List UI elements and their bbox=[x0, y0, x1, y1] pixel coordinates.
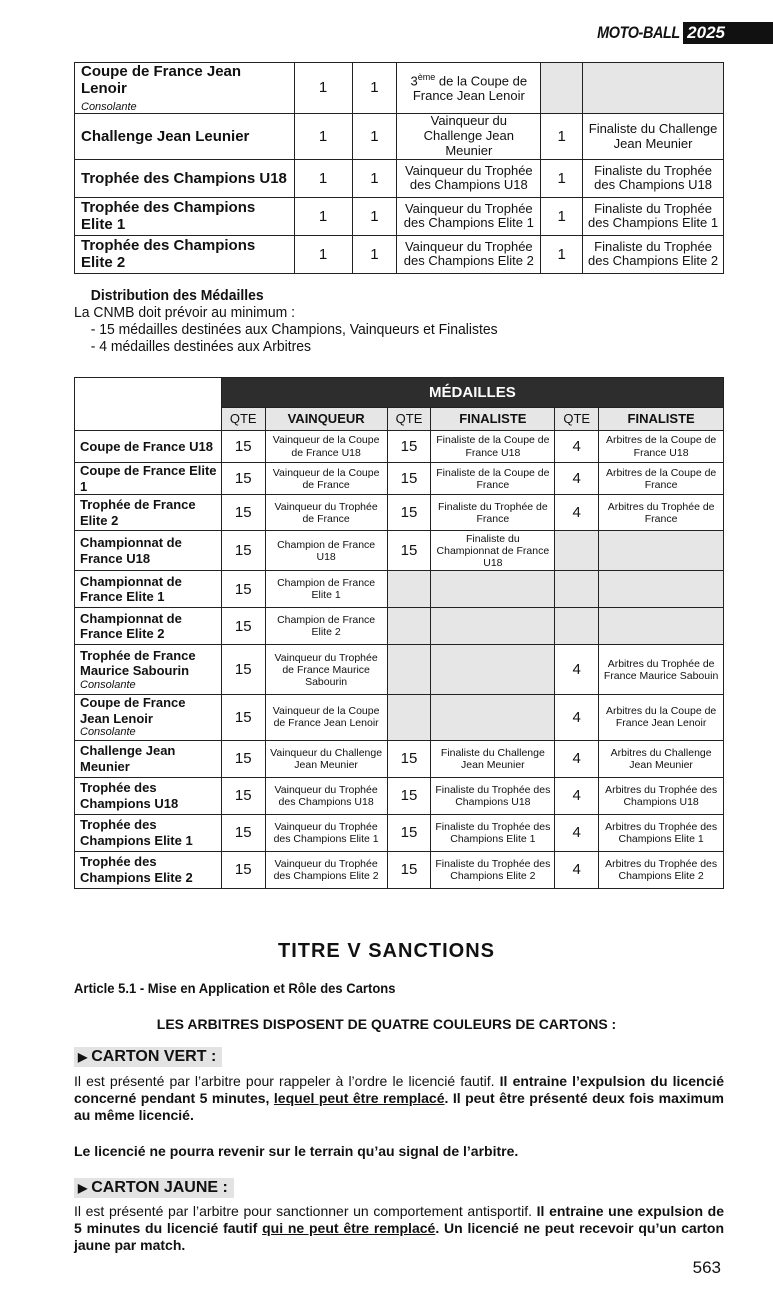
referee-medal-cell: Arbitres du Trophée de France Maurice Sabouin bbox=[599, 645, 724, 695]
qty-cell: 15 bbox=[387, 495, 431, 531]
winner-medal-cell: Champion de France U18 bbox=[265, 531, 387, 571]
text-run: Il est présenté par l’arbitre pour rappeler à l’ordre le licencié fautif. bbox=[74, 1073, 500, 1089]
trophy-note: Consolante bbox=[81, 100, 137, 113]
table-row bbox=[75, 531, 724, 571]
table-row bbox=[75, 814, 724, 851]
qty-cell: 4 bbox=[555, 740, 599, 777]
triangle-right-icon: ▶ bbox=[78, 1050, 88, 1064]
qty-cell: 1 bbox=[294, 197, 352, 235]
finalist-medal-cell bbox=[431, 695, 555, 740]
winner-medal-cell: Vainqueur du Trophée de France bbox=[265, 495, 387, 531]
qty-cell: 15 bbox=[387, 531, 431, 571]
award-cell: Finaliste du Trophée des Champions Elite 2 bbox=[583, 235, 724, 273]
qty-cell: 15 bbox=[221, 740, 265, 777]
qty-cell: 1 bbox=[294, 114, 352, 160]
award-cell: Finaliste du Trophée des Champions Elite 1 bbox=[583, 197, 724, 235]
referee-medal-cell: Arbitres du Challenge Jean Meunier bbox=[599, 740, 724, 777]
table-row bbox=[75, 63, 724, 114]
competition-name: Championnat de France Elite 1 bbox=[80, 573, 182, 605]
qty-cell bbox=[387, 608, 431, 645]
award-text: de la Coupe de France Jean Lenoir bbox=[412, 73, 528, 104]
text-run-bold: . Il peut être présenté deux fois maximum au même licencié. bbox=[74, 1090, 724, 1123]
trophy-name: Challenge Jean Leunier bbox=[75, 114, 295, 160]
medals-table bbox=[74, 377, 724, 889]
referee-medal-cell: Arbitres de la Coupe de France bbox=[599, 463, 724, 495]
referee-medal-cell bbox=[599, 571, 724, 608]
referee-medal-cell: Arbitres de la Coupe de France U18 bbox=[599, 431, 724, 463]
text-run-underline: lequel peut être remplacé bbox=[273, 1090, 445, 1106]
award-cell bbox=[583, 63, 724, 114]
qty-cell: 1 bbox=[294, 159, 352, 197]
yellow-card-label: CARTON JAUNE : bbox=[91, 1179, 228, 1196]
brand-name: MOTO-BALL bbox=[597, 23, 680, 42]
article-heading: Article 5.1 - Mise en Application et Rôle des Cartons bbox=[74, 980, 396, 996]
distribution-item: - 15 médailles destinées aux Champions, Vainqueurs et Finalistes bbox=[90, 321, 498, 338]
table-row bbox=[75, 645, 724, 695]
qty-cell: 4 bbox=[555, 777, 599, 814]
competition-note: Consolante bbox=[80, 678, 136, 691]
qty-cell: 4 bbox=[555, 431, 599, 463]
text-run-bold: Il entraine l’expulsion du licencié concerné pendant 5 minutes, bbox=[74, 1073, 724, 1106]
qty-cell: 1 bbox=[541, 197, 583, 235]
qty-cell: 15 bbox=[221, 495, 265, 531]
table-row bbox=[75, 571, 724, 608]
qty-cell bbox=[387, 571, 431, 608]
qty-cell: 15 bbox=[221, 851, 265, 888]
competition-name: Coupe de France Elite 1 bbox=[80, 463, 217, 494]
competition-note: Consolante bbox=[80, 726, 136, 739]
finalist-medal-cell bbox=[431, 645, 555, 695]
table-row bbox=[75, 695, 724, 740]
qty-cell bbox=[555, 531, 599, 571]
table-corner bbox=[75, 378, 222, 431]
table-row bbox=[75, 851, 724, 888]
rank-number: 3 bbox=[410, 73, 418, 89]
table-row bbox=[75, 608, 724, 645]
table-row bbox=[75, 159, 724, 197]
competition-name: Championnat de France U18 bbox=[80, 535, 182, 566]
award-cell: Vainqueur du Challenge Jean Meunier bbox=[397, 114, 541, 160]
column-header: QTE bbox=[221, 408, 265, 431]
yellow-card-text bbox=[74, 1203, 724, 1254]
column-header: QTE bbox=[555, 408, 599, 431]
column-header: FINALISTE bbox=[431, 408, 555, 431]
competition-name: Trophée de France Maurice Sabourin bbox=[80, 647, 196, 679]
finalist-medal-cell bbox=[431, 571, 555, 608]
yellow-card-heading bbox=[74, 1178, 234, 1198]
trophy-name: Trophée des Champions Elite 1 bbox=[75, 197, 295, 235]
award-cell: Finaliste du Challenge Jean Meunier bbox=[583, 114, 724, 160]
award-cell: Vainqueur du Trophée des Champions Elite 1 bbox=[397, 197, 541, 235]
referee-medal-cell bbox=[599, 608, 724, 645]
qty-cell bbox=[555, 608, 599, 645]
trophies-table bbox=[74, 62, 724, 274]
qty-cell: 15 bbox=[387, 431, 431, 463]
table-row bbox=[75, 235, 724, 273]
competition-name: Trophée des Champions Elite 2 bbox=[80, 853, 193, 885]
table-row bbox=[75, 463, 724, 495]
award-cell: Vainqueur du Trophée des Champions U18 bbox=[397, 159, 541, 197]
qty-cell: 15 bbox=[221, 463, 265, 495]
qty-cell: 1 bbox=[352, 197, 397, 235]
trophy-name: Trophée des Champions Elite 2 bbox=[75, 235, 295, 273]
cards-intro: LES ARBITRES DISPOSENT DE QUATRE COULEURS DE CARTONS : bbox=[156, 1016, 617, 1032]
green-card-text bbox=[74, 1073, 724, 1124]
qty-cell bbox=[541, 63, 583, 114]
winner-medal-cell: Vainqueur du Trophée des Champions U18 bbox=[265, 777, 387, 814]
referee-medal-cell: Arbitres du la Coupe de France Jean Lenoir bbox=[599, 695, 724, 740]
finalist-medal-cell: Finaliste du Trophée de France bbox=[431, 495, 555, 531]
award-cell bbox=[397, 63, 541, 114]
qty-cell: 1 bbox=[352, 235, 397, 273]
medal-distribution bbox=[74, 287, 498, 355]
qty-cell: 1 bbox=[294, 235, 352, 273]
winner-medal-cell: Champion de France Elite 1 bbox=[265, 571, 387, 608]
winner-medal-cell: Vainqueur de la Coupe de France Jean Lenoir bbox=[265, 695, 387, 740]
qty-cell: 15 bbox=[221, 531, 265, 571]
finalist-medal-cell: Finaliste du Trophée des Champions Elite 2 bbox=[431, 851, 555, 888]
award-cell: Finaliste du Trophée des Champions U18 bbox=[583, 159, 724, 197]
table-row bbox=[75, 431, 724, 463]
winner-medal-cell: Vainqueur du Trophée des Champions Elite 2 bbox=[265, 851, 387, 888]
finalist-medal-cell: Finaliste du Trophée des Champions U18 bbox=[431, 777, 555, 814]
competition-name: Trophée des Champions Elite 1 bbox=[80, 816, 193, 848]
qty-cell: 15 bbox=[221, 777, 265, 814]
table-row bbox=[75, 740, 724, 777]
winner-medal-cell: Vainqueur du Trophée de France Maurice Sabourin bbox=[265, 645, 387, 695]
qty-cell: 15 bbox=[221, 608, 265, 645]
award-cell: Vainqueur du Trophée des Champions Elite 2 bbox=[397, 235, 541, 273]
table-row bbox=[75, 495, 724, 531]
qty-cell: 1 bbox=[352, 63, 397, 114]
qty-cell: 1 bbox=[294, 63, 352, 114]
qty-cell: 15 bbox=[387, 740, 431, 777]
page-header bbox=[582, 22, 773, 44]
finalist-medal-cell: Finaliste du Trophée des Champions Elite 1 bbox=[431, 814, 555, 851]
text-run-bold: . Un licencié ne peut recevoir qu’un carton jaune par match. bbox=[74, 1220, 725, 1253]
qty-cell: 15 bbox=[387, 814, 431, 851]
competition-name: Coupe de France U18 bbox=[80, 438, 213, 454]
finalist-medal-cell: Finaliste de la Coupe de France U18 bbox=[431, 431, 555, 463]
qty-cell: 15 bbox=[221, 571, 265, 608]
distribution-title: Distribution des Médailles bbox=[90, 287, 264, 304]
winner-medal-cell: Vainqueur de la Coupe de France bbox=[265, 463, 387, 495]
competition-name: Trophée des Champions U18 bbox=[80, 779, 179, 811]
page-number: 563 bbox=[692, 1258, 721, 1277]
text-run-bold: Il entraine une expulsion de 5 minutes du licencié fautif bbox=[74, 1203, 724, 1236]
qty-cell: 15 bbox=[387, 851, 431, 888]
qty-cell: 15 bbox=[221, 695, 265, 740]
referee-medal-cell: Arbitres du Trophée de France bbox=[599, 495, 724, 531]
qty-cell bbox=[387, 695, 431, 740]
competition-name: Coupe de France Jean Lenoir bbox=[80, 695, 186, 726]
qty-cell bbox=[387, 645, 431, 695]
qty-cell: 15 bbox=[221, 431, 265, 463]
column-header: FINALISTE bbox=[599, 408, 724, 431]
brand-year: 2025 bbox=[683, 22, 773, 44]
finalist-medal-cell: Finaliste de la Coupe de France bbox=[431, 463, 555, 495]
trophy-name: Coupe de France Jean Lenoir bbox=[81, 63, 242, 98]
trophy-name: Trophée des Champions U18 bbox=[75, 159, 295, 197]
table-row bbox=[75, 114, 724, 160]
qty-cell: 15 bbox=[387, 777, 431, 814]
green-card-label: CARTON VERT : bbox=[91, 1048, 217, 1065]
text-run: Il est présenté par l’arbitre pour sanctionner un comportement antisportif. bbox=[74, 1203, 537, 1219]
competition-name: Championnat de France Elite 2 bbox=[80, 610, 182, 642]
column-header: VAINQUEUR bbox=[265, 408, 387, 431]
qty-cell: 4 bbox=[555, 851, 599, 888]
medals-band-header: MÉDAILLES bbox=[221, 378, 723, 408]
finalist-medal-cell bbox=[431, 608, 555, 645]
table-row bbox=[75, 777, 724, 814]
green-card-note bbox=[74, 1143, 724, 1160]
distribution-item: - 4 médailles destinées aux Arbitres bbox=[90, 338, 311, 355]
referee-medal-cell: Arbitres du Trophée des Champions Elite 1 bbox=[599, 814, 724, 851]
competition-name: Challenge Jean Meunier bbox=[80, 742, 176, 774]
qty-cell: 1 bbox=[541, 235, 583, 273]
qty-cell: 1 bbox=[541, 114, 583, 160]
finalist-medal-cell: Finaliste du Championnat de France U18 bbox=[431, 531, 555, 571]
winner-medal-cell: Vainqueur du Trophée des Champions Elite 1 bbox=[265, 814, 387, 851]
table-row bbox=[75, 197, 724, 235]
finalist-medal-cell: Finaliste du Challenge Jean Meunier bbox=[431, 740, 555, 777]
section-title: TITRE V SANCTIONS bbox=[277, 940, 495, 962]
qty-cell: 4 bbox=[555, 463, 599, 495]
winner-medal-cell: Vainqueur de la Coupe de France U18 bbox=[265, 431, 387, 463]
text-run-underline: qui ne peut être remplacé bbox=[262, 1220, 436, 1236]
qty-cell: 15 bbox=[221, 814, 265, 851]
qty-cell: 15 bbox=[387, 463, 431, 495]
referee-medal-cell: Arbitres du Trophée des Champions Elite 2 bbox=[599, 851, 724, 888]
qty-cell: 15 bbox=[221, 645, 265, 695]
distribution-intro: La CNMB doit prévoir au minimum : bbox=[74, 304, 295, 321]
qty-cell: 4 bbox=[555, 814, 599, 851]
green-card-heading bbox=[74, 1047, 222, 1067]
qty-cell: 4 bbox=[555, 645, 599, 695]
text-run-bold: Le licencié ne pourra revenir sur le terrain qu’au signal de l’arbitre. bbox=[74, 1143, 519, 1159]
qty-cell: 1 bbox=[352, 159, 397, 197]
column-header: QTE bbox=[387, 408, 431, 431]
qty-cell bbox=[555, 571, 599, 608]
qty-cell: 4 bbox=[555, 695, 599, 740]
referee-medal-cell: Arbitres du Trophée des Champions U18 bbox=[599, 777, 724, 814]
triangle-right-icon: ▶ bbox=[78, 1181, 88, 1195]
referee-medal-cell bbox=[599, 531, 724, 571]
winner-medal-cell: Vainqueur du Challenge Jean Meunier bbox=[265, 740, 387, 777]
qty-cell: 1 bbox=[352, 114, 397, 160]
competition-name: Trophée de France Elite 2 bbox=[80, 497, 196, 528]
qty-cell: 4 bbox=[555, 495, 599, 531]
winner-medal-cell: Champion de France Elite 2 bbox=[265, 608, 387, 645]
rank-suffix: ème bbox=[417, 71, 436, 82]
qty-cell: 1 bbox=[541, 159, 583, 197]
